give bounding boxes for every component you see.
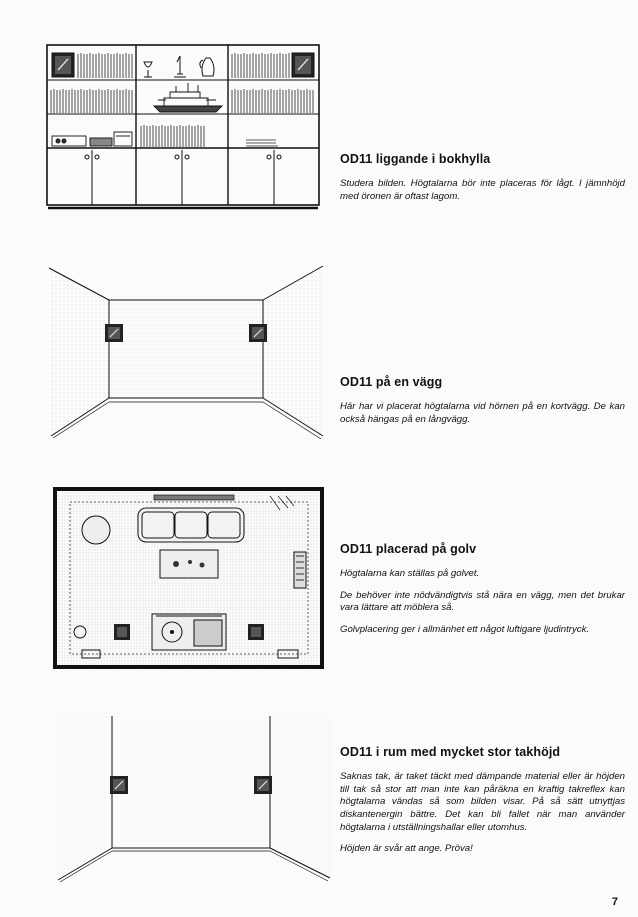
section-title: OD11 på en vägg <box>340 375 443 389</box>
section-floor <box>340 542 625 646</box>
section-bookshelf <box>340 152 625 212</box>
bookshelf-illustration <box>46 44 321 212</box>
section-title: OD11 placerad på golv <box>340 542 477 556</box>
section-paragraph: Golvplacering ger i allmänhet ett något luftigare ljudintryck. <box>340 623 590 635</box>
section-paragraph: Saknas tak, är taket täckt med dämpande material eller är höjden till tak så stor att man inte kan påräkna en kraftig takreflex kan högtalarna vändas så som bilden visar. På så sätt utnyttjas diskantenergin bättre. Det kan bli fallet när man använder högtalarna i utställningshallar eller utomhus. <box>340 771 625 833</box>
floor-plan-illustration <box>52 486 326 672</box>
section-paragraph: Här har vi placerat högtalarna vid hörnen på en kortvägg. De kan också hängas på en långvägg. <box>340 401 625 425</box>
wall-mounted-room-illustration <box>47 256 325 440</box>
section-title: OD11 i rum med mycket stor takhöjd <box>340 745 561 759</box>
tall-room-illustration <box>56 716 332 884</box>
page-number: 7 <box>611 896 618 908</box>
section-tall-ceiling <box>340 745 625 865</box>
section-paragraph: Höjden är svår att ange. Pröva! <box>340 843 473 855</box>
section-title: OD11 liggande i bokhylla <box>340 152 491 166</box>
section-paragraph: Studera bilden. Högtalarna bör inte placeras för lågt. I jämnhöjd med öronen är oftast lagom. <box>340 178 625 202</box>
speaker-icon <box>52 53 74 77</box>
section-paragraph: Högtalarna kan ställas på golvet. <box>340 568 480 579</box>
section-wall <box>340 375 625 435</box>
section-paragraph: De behöver inte nödvändigtvis stå nära en vägg, men det brukar vara lättare att möblera så. <box>340 589 625 614</box>
